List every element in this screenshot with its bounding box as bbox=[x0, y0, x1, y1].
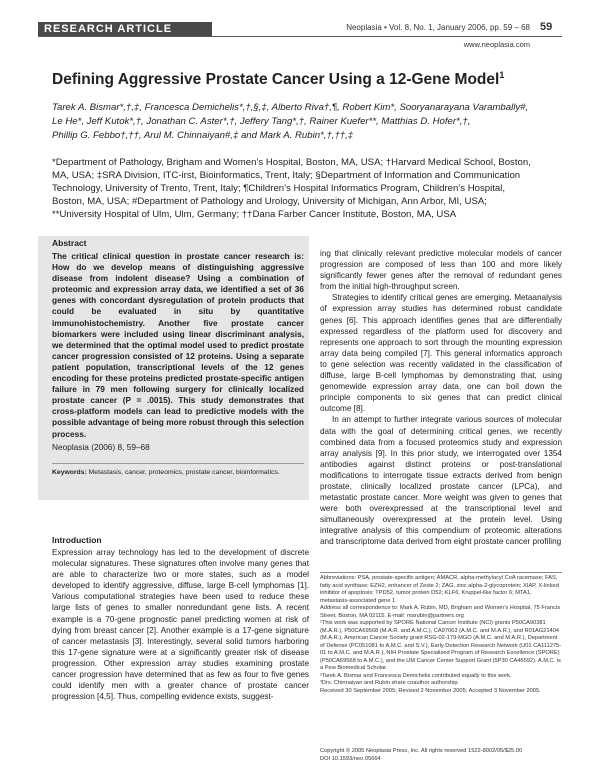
affiliation-line: *Department of Pathology, Brigham and Women’s Hospital, Boston, MA, USA; †Harvard Medical School, Boston, bbox=[52, 157, 531, 168]
journal-citation-line: Neoplasia • Vol. 8, No. 1, January 2006, pp. 59 – 68 bbox=[346, 23, 530, 32]
abstract-box bbox=[38, 236, 309, 500]
footnotes bbox=[320, 575, 562, 695]
footnote: ³Drs. Chinnaiyan and Rubin share coauthor authorship. bbox=[320, 680, 460, 686]
doi-line: DOI 10.1593/neo.05664 bbox=[320, 755, 381, 762]
author-line: Phillip G. Febbo†,††, Arul M. Chinnaiyan#,‡ and Mark A. Rubin*,†,††,‡ bbox=[52, 130, 354, 141]
body-paragraph: In an attempt to further integrate various sources of molecular data with the goal of determining critical genes, we recently combined data from a focused proteomics study and expression array analysis [9]. In this prior study, we interrogated over 1354 antibodies against distinct proteins or post-translational modifications to interrogate tissue extracts derived from benign prostate, clinically localized prostate cancer (LPCa), and metastatic prostate cancer. More weight was given to genes that were both overexpressed at the transcriptional level and simultaneously overexpressed at the protein level. Using integrative analysis of this compendium of proteomic alterations and transcriptome data derived from eight prostate cancer profiling bbox=[320, 415, 562, 547]
abstract-text: The critical clinical question in prostate cancer research is: How do we develop means of distinguishing aggressive disease from indolent disease? Using a combination of proteomic and expression array data, we identified a set of 36 genes with concordant dysregulation of protein products that could be evaluated in situ by quantitative immunohistochemistry. Another five prostate cancer biomarkers were included using linear discriminant analysis, we determined that the optimal model used to predict prostate cancer progression consisted of 12 proteins. Using a separate patient population, transcriptional levels of the 12 genes encoding for these proteins predicted prostate-specific antigen failure in 79 men following surgery for clinically localized prostate cancer (P = .0015). This study demonstrates that cross-platform models can lead to predictive models with the possible advantage of being more robust through this selection process. bbox=[52, 251, 304, 439]
title-footnote-marker: 1 bbox=[499, 70, 505, 80]
body-paragraph: ing that clinically relevant predictive molecular models of cancer progression are composed of less than 100 and more likely significantly fewer genes after the removal of redundant genes from the initial high-throughput screen. bbox=[320, 249, 562, 292]
footnote: Abbreviations: PSA, prostate-specific antigen; AMACR, alpha-methylacyl CoA racemase; FAS, fatty acid synthase; EZH2, enhancer of Zeste 2; ZAG, zinc alpha-2-glycoprotein; XIAP, X-linked inhibitor of apoptosis; TPD52, tumor protein D52; KLF6, Kruppel-like factor 6; MTA1, metastasis-associated gene 1 bbox=[320, 575, 559, 604]
footnote: ²Tarek A. Bismar and Francesca Demichelis contributed equally to this work. bbox=[320, 672, 512, 679]
affiliation-line: Technology, University of Trento, Trent, Italy; ¶Children’s Hospital Informatics Program, Children’s Hospital, bbox=[52, 183, 506, 194]
title-text: Defining Aggressive Prostate Cancer Using a 12-Gene Model bbox=[52, 71, 500, 89]
keywords-text: Metastasis, cancer, proteomics, prostate cancer, bioinformatics. bbox=[88, 468, 280, 476]
affiliation-line: **University Hospital of Ulm, Ulm, Germany; ††Dana Farber Cancer Institute, Boston, MA, USA bbox=[52, 209, 457, 220]
section-label: RESEARCH ARTICLE bbox=[38, 22, 212, 36]
introduction-heading: Introduction bbox=[52, 535, 102, 545]
introduction-text: Expression array technology has led to the development of discrete molecular signatures. These signatures often involve many genes that are able to characterize two or more states, such as a model developed to identify aggressive, diffuse, large B-cell lymphomas [1]. Various computational strategies have been used to reduce these large lists of genes to smaller nonredundant gene lists. A recent example is a 70-gene prognostic panel predicting women at risk of dying from breast cancer [2]. Another example is a 17-gene signature of cancer metastasis [3]. Interestingly, several solid tumors harboring this 17-gene signature were at a significantly greater risk of disease progression. Other expression array studies examining prostate cancer progression have determined that as few as four to five genes could identify men with a greater chance of prostate cancer progression [4,5]. Thus, compelling evidence exists, suggest- bbox=[52, 548, 309, 702]
body-paragraph: Strategies to identify critical genes are emerging. Metaanalysis of expression array studies has determined robust candidate genes [6]. This approach identifies genes that are differentially expressed regardless of the platform used for discovery and represents one approach to sort through the mounting expression array data being compiled [7]. This general informatics approach to gene selection was recently validated in the classification of diffuse, large B-cell lymphomas by demonstrating that, using genomewide expression array data, one can boil down the principle components to six genes that can predict clinical outcome [8]. bbox=[320, 293, 562, 414]
author-line: Tarek A. Bismar*,†,‡, Francesca Demichelis*,†,§,‡, Alberto Riva†,¶, Robert Kim*, Sooryanarayana Varambally#, bbox=[52, 102, 529, 113]
affiliation-line: Boston, MA, USA; #Department of Pathology and Urology, University of Michigan, Ann Arbor, MI, USA; bbox=[52, 196, 487, 207]
abstract-divider bbox=[52, 463, 304, 464]
journal-website: www.neoplasia.com bbox=[463, 40, 530, 49]
right-column bbox=[320, 248, 562, 548]
footnote: Received 30 September 2005; Revised 2 November 2005; Accepted 3 November 2005. bbox=[320, 687, 541, 694]
footnote: Address all correspondence to: Mark A. Rubin, MD, Brigham and Women’s Hospital, 75 Francis Street, Boston, MA 02115. E-mail: marubin@partners.org bbox=[320, 605, 561, 619]
header-divider bbox=[38, 36, 562, 37]
copyright-line: Copyright © 2005 Neoplasia Press, Inc. All rights reserved 1522-8002/05/$25.00 bbox=[320, 748, 523, 754]
keywords-label: Keywords: bbox=[52, 468, 87, 476]
affiliation-list bbox=[52, 156, 562, 221]
abstract-heading: Abstract bbox=[52, 238, 87, 248]
article-title bbox=[52, 70, 562, 89]
footnote-divider bbox=[320, 572, 562, 573]
footnote: ¹This work was supported by SPORE National Cancer Institute (NCI) grants P50CA90381 (M.A.R.), P50CA69568 (M.A.R. and A.M.C.), CA97063 (A.M.C. and M.A.R.), and R01AG21404 (M.A.R.), American Cancer Society grant RSG-02-179-MGO (A.M.C. and M.A.R.), Department of Defense (PC051081 to A.M.C. and S.V.), Early Detection Research Network (U01 CA111275-01 to A.M.C. and M.A.R.), NIH Prostate Specialized Program of Research Excellence (SPORE) (P50CA69568 to A.M.C.), and the UM Cancer Center Support Grant (5P30 CA46592). A.M.C. is a Pew Biomedical Scholar. bbox=[320, 620, 562, 671]
abstract-citation: Neoplasia (2006) 8, 59–68 bbox=[52, 441, 150, 452]
author-list bbox=[52, 101, 562, 143]
page-number: 59 bbox=[540, 21, 553, 33]
author-line: Le He*, Jeff Kutok*,†, Jonathan C. Aster*,†, Jeffery Tang*,†, Rainer Kuefer**, Matthias D. Hofer*,†, bbox=[52, 116, 471, 127]
keywords bbox=[52, 468, 304, 477]
copyright-notice bbox=[320, 748, 562, 763]
affiliation-line: MA, USA; ‡SRA Division, ITC-irst, Bioinformatics, Trent, Italy; §Department of Information and Communication bbox=[52, 170, 521, 181]
